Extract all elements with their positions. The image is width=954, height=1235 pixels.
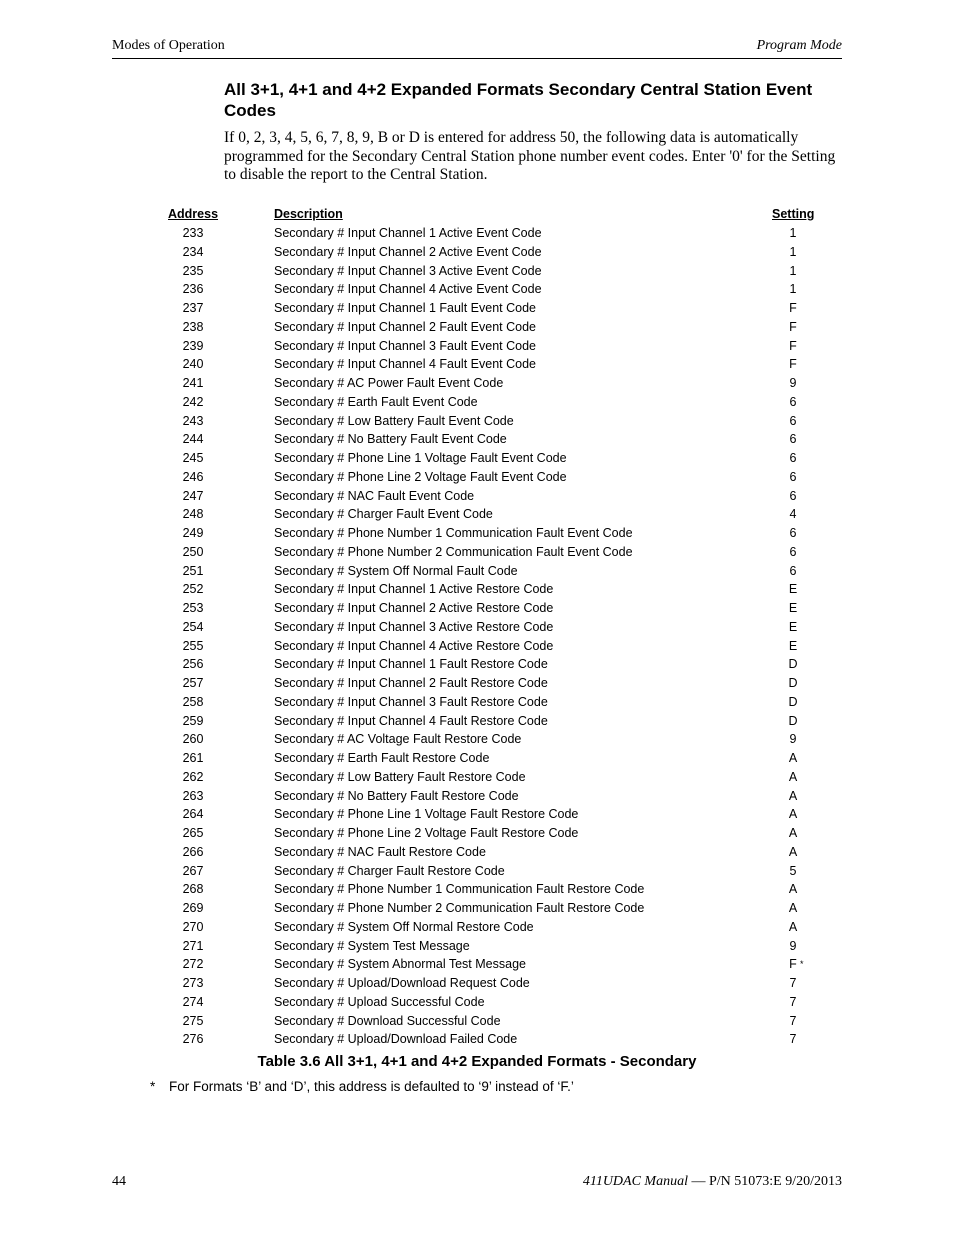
description-column-header: Description <box>274 207 343 221</box>
description-cell: Secondary # Upload/Download Request Code <box>274 976 530 990</box>
table-row <box>0 393 954 412</box>
address-cell: 261 <box>182 751 204 765</box>
table-row <box>0 580 954 599</box>
description-cell: Secondary # Phone Line 2 Voltage Fault Event Code <box>274 469 567 484</box>
address-cell: 265 <box>182 826 204 840</box>
table-row <box>0 449 954 468</box>
description-cell: Secondary # Input Channel 1 Active Restore Code <box>274 582 554 597</box>
description-cell: Secondary # Earth Fault Event Code <box>274 394 478 409</box>
table-row <box>0 562 954 581</box>
description-cell: Secondary # Phone Number 2 Communication Fault Restore Code <box>274 901 645 915</box>
setting-cell <box>770 864 816 878</box>
setting-cell <box>770 601 816 615</box>
setting-cell <box>770 789 816 803</box>
setting-value: 6 <box>789 488 797 503</box>
setting-cell <box>770 545 816 559</box>
description-cell: Secondary # Input Channel 3 Fault Restore Code <box>274 694 548 709</box>
setting-cell <box>770 339 816 353</box>
description-cell: Secondary # Earth Fault Restore Code <box>274 751 490 765</box>
address-column-header: Address <box>168 207 219 221</box>
table-row <box>0 374 954 393</box>
footnote-reference-mark: * <box>800 959 804 970</box>
table-row <box>0 524 954 543</box>
description-cell: Secondary # System Off Normal Fault Code <box>274 563 518 578</box>
description-cell: Secondary # System Off Normal Restore Code <box>274 919 534 934</box>
table-body <box>0 224 954 1049</box>
setting-value: A <box>788 919 798 934</box>
setting-value: E <box>788 619 798 634</box>
address-cell: 273 <box>182 976 204 990</box>
setting-value: D <box>788 713 798 728</box>
table-row <box>0 918 954 937</box>
table-row <box>0 224 954 243</box>
address-cell: 272 <box>182 957 204 972</box>
setting-cell <box>770 395 816 409</box>
address-cell: 250 <box>182 544 204 559</box>
setting-value: 9 <box>789 938 797 953</box>
description-cell: Secondary # Input Channel 3 Active Restore Code <box>274 619 554 634</box>
address-cell: 242 <box>182 394 204 409</box>
setting-cell <box>770 882 816 896</box>
address-cell: 266 <box>182 844 204 859</box>
description-cell: Secondary # Low Battery Fault Event Code <box>274 413 514 428</box>
address-cell: 245 <box>182 451 204 465</box>
address-cell: 248 <box>182 507 204 522</box>
table-row <box>0 280 954 299</box>
address-cell: 270 <box>182 919 204 934</box>
description-cell: Secondary # Input Channel 2 Active Event Code <box>274 244 542 259</box>
section-title: All 3+1, 4+1 and 4+2 Expanded Formats Secondary Central Station Event Codes <box>224 80 813 120</box>
address-cell: 274 <box>182 994 204 1009</box>
setting-cell <box>770 226 816 240</box>
setting-value: 7 <box>789 1013 797 1028</box>
table-row <box>0 843 954 862</box>
setting-value: A <box>788 882 798 897</box>
table-row <box>0 955 954 974</box>
setting-cell <box>770 826 816 840</box>
setting-cell <box>770 414 816 428</box>
table-row <box>0 805 954 824</box>
table-row <box>0 355 954 374</box>
setting-value: 7 <box>789 1032 797 1047</box>
page-number: 44 <box>112 1174 126 1189</box>
description-cell: Secondary # Phone Line 2 Voltage Fault Restore Code <box>274 826 579 840</box>
setting-cell <box>770 714 816 728</box>
setting-value: 6 <box>789 526 797 540</box>
setting-value: 5 <box>789 863 797 878</box>
description-cell: Secondary # NAC Fault Event Code <box>274 488 475 503</box>
setting-cell <box>770 245 816 259</box>
table-row <box>0 993 954 1012</box>
address-cell: 254 <box>182 619 204 634</box>
table-row <box>0 337 954 356</box>
address-cell: 263 <box>182 788 204 803</box>
setting-cell <box>770 901 816 915</box>
table-row <box>0 412 954 431</box>
setting-value: 9 <box>789 732 797 747</box>
description-cell: Secondary # Phone Line 1 Voltage Fault Restore Code <box>274 807 579 822</box>
setting-cell <box>770 957 816 971</box>
table-row <box>0 543 954 562</box>
table-caption: Table 3.6 All 3+1, 4+1 and 4+2 Expanded Formats - Secondary <box>257 1053 697 1070</box>
description-cell: Secondary # Input Channel 3 Active Event Code <box>274 263 542 278</box>
table-row <box>0 787 954 806</box>
table-row <box>0 730 954 749</box>
table-row <box>0 262 954 281</box>
description-cell: Secondary # Input Channel 1 Active Event Code <box>274 226 542 240</box>
setting-cell <box>770 526 816 540</box>
setting-cell <box>770 357 816 371</box>
address-cell: 262 <box>182 769 204 784</box>
address-cell: 267 <box>182 863 204 878</box>
setting-value: F <box>789 301 797 315</box>
setting-value: 1 <box>789 263 797 278</box>
setting-value: 6 <box>789 451 797 465</box>
setting-cell <box>770 657 816 671</box>
address-cell: 260 <box>182 732 204 747</box>
table-row <box>0 468 954 487</box>
manual-title: 411UDAC Manual <box>582 1174 688 1189</box>
footnote-text: For Formats ‘B’ and ‘D’, this address is defaulted to ‘9’ instead of ‘F.’ <box>169 1079 574 1094</box>
address-cell: 268 <box>182 882 204 897</box>
setting-cell <box>770 582 816 596</box>
setting-value: 6 <box>789 413 797 428</box>
description-cell: Secondary # Input Channel 4 Fault Event Code <box>274 357 536 372</box>
setting-value: E <box>788 601 798 615</box>
address-cell: 240 <box>182 357 204 372</box>
event-code-table <box>0 205 954 1049</box>
setting-cell <box>770 451 816 465</box>
table-row <box>0 655 954 674</box>
table-row <box>0 299 954 318</box>
setting-cell <box>770 1014 816 1028</box>
setting-value: A <box>788 788 798 803</box>
setting-cell <box>770 376 816 390</box>
setting-cell <box>770 564 816 578</box>
table-header-row <box>0 205 954 224</box>
setting-value: F <box>789 357 797 372</box>
setting-cell <box>770 639 816 653</box>
setting-cell <box>770 264 816 278</box>
setting-value: E <box>788 582 798 597</box>
setting-cell <box>770 320 816 334</box>
description-cell: Secondary # System Test Message <box>274 938 470 953</box>
address-cell: 236 <box>182 282 204 297</box>
setting-cell <box>770 1032 816 1046</box>
setting-value: 1 <box>789 244 797 259</box>
setting-value: 6 <box>789 544 797 559</box>
setting-cell <box>770 939 816 953</box>
setting-value: 6 <box>789 563 797 578</box>
description-cell: Secondary # Phone Number 2 Communication Fault Event Code <box>274 544 633 559</box>
setting-value: F <box>789 338 797 353</box>
address-cell: 246 <box>182 469 204 484</box>
description-cell: Secondary # Charger Fault Event Code <box>274 507 493 522</box>
table-row <box>0 618 954 637</box>
address-cell: 237 <box>182 301 204 315</box>
setting-cell <box>770 732 816 746</box>
header-rule <box>112 58 842 59</box>
setting-cell <box>770 470 816 484</box>
setting-cell <box>770 751 816 765</box>
description-cell: Secondary # Input Channel 2 Fault Event Code <box>274 319 536 334</box>
setting-cell <box>770 695 816 709</box>
address-cell: 249 <box>182 526 204 540</box>
setting-cell <box>770 807 816 821</box>
address-cell: 252 <box>182 582 204 597</box>
address-cell: 239 <box>182 338 204 353</box>
intro-paragraph: If 0, 2, 3, 4, 5, 6, 7, 8, 9, B or D is entered for address 50, the following data is automatically programmed for the Secondary Central Station phone number event codes. Enter '0' for the Setting to disable the report to the Central Station. <box>224 129 836 183</box>
description-cell: Secondary # Input Channel 4 Active Event Code <box>274 282 542 297</box>
table-row <box>0 599 954 618</box>
table-row <box>0 824 954 843</box>
address-cell: 256 <box>182 657 204 672</box>
address-cell: 244 <box>182 432 204 447</box>
part-number: — P/N 51073:E 9/20/2013 <box>687 1174 842 1189</box>
address-cell: 241 <box>182 376 204 390</box>
table-row <box>0 637 954 656</box>
description-cell: Secondary # NAC Fault Restore Code <box>274 844 486 859</box>
address-cell: 269 <box>182 901 204 915</box>
table-row <box>0 674 954 693</box>
description-cell: Secondary # Upload Successful Code <box>274 994 485 1009</box>
setting-value: F <box>789 957 797 972</box>
address-cell: 264 <box>182 807 204 822</box>
setting-cell <box>770 770 816 784</box>
table-row <box>0 693 954 712</box>
footnote-mark: * <box>150 1079 156 1094</box>
description-cell: Secondary # Download Successful Code <box>274 1013 501 1028</box>
address-cell: 235 <box>182 263 204 278</box>
table-row <box>0 749 954 768</box>
table-row <box>0 1030 954 1049</box>
setting-cell <box>770 845 816 859</box>
description-cell: Secondary # Input Channel 4 Fault Restore Code <box>274 713 548 728</box>
description-cell: Secondary # AC Voltage Fault Restore Code <box>274 732 522 747</box>
address-cell: 259 <box>182 713 204 728</box>
description-cell: Secondary # Phone Number 1 Communication Fault Event Code <box>274 526 633 540</box>
address-cell: 257 <box>182 676 204 690</box>
running-header-left: Modes of Operation <box>112 38 225 53</box>
setting-value: 6 <box>789 469 797 484</box>
setting-value: 6 <box>789 432 797 447</box>
table-row <box>0 974 954 993</box>
setting-value: A <box>788 807 798 822</box>
setting-cell <box>770 432 816 446</box>
setting-value: D <box>788 657 798 672</box>
description-cell: Secondary # Charger Fault Restore Code <box>274 863 505 878</box>
table-row <box>0 937 954 956</box>
setting-value: D <box>788 676 798 690</box>
description-cell: Secondary # AC Power Fault Event Code <box>274 376 504 390</box>
setting-value: D <box>788 694 798 709</box>
description-cell: Secondary # Low Battery Fault Restore Code <box>274 769 526 784</box>
description-cell: Secondary # Phone Line 1 Voltage Fault Event Code <box>274 451 567 465</box>
setting-value: E <box>788 638 798 653</box>
table-row <box>0 862 954 881</box>
setting-column-header: Setting <box>772 207 815 221</box>
setting-value: 9 <box>789 376 797 390</box>
address-cell: 255 <box>182 638 204 653</box>
address-cell: 271 <box>182 938 204 953</box>
setting-cell <box>770 507 816 521</box>
address-cell: 234 <box>182 244 204 259</box>
description-cell: Secondary # Input Channel 2 Fault Restore Code <box>274 676 548 690</box>
address-cell: 253 <box>182 601 204 615</box>
table-row <box>0 430 954 449</box>
setting-cell <box>770 301 816 315</box>
address-cell: 251 <box>182 563 204 578</box>
table-row <box>0 487 954 506</box>
table-row <box>0 1012 954 1031</box>
description-cell: Secondary # Input Channel 2 Active Restore Code <box>274 601 554 615</box>
table-row <box>0 712 954 731</box>
table-row <box>0 318 954 337</box>
table-row <box>0 768 954 787</box>
setting-cell <box>770 976 816 990</box>
description-cell: Secondary # System Abnormal Test Message <box>274 957 526 972</box>
address-cell: 258 <box>182 694 204 709</box>
setting-cell <box>770 920 816 934</box>
description-cell: Secondary # Phone Number 1 Communication Fault Restore Code <box>274 882 645 897</box>
setting-value: F <box>789 319 797 334</box>
setting-cell <box>770 489 816 503</box>
address-cell: 247 <box>182 488 204 503</box>
table-row <box>0 880 954 899</box>
footer-document-info <box>583 1174 842 1190</box>
description-cell: Secondary # Input Channel 4 Active Restore Code <box>274 638 554 653</box>
table-row <box>0 243 954 262</box>
description-cell: Secondary # Input Channel 1 Fault Restore Code <box>274 657 548 672</box>
address-cell: 238 <box>182 319 204 334</box>
description-cell: Secondary # Upload/Download Failed Code <box>274 1032 518 1047</box>
setting-value: A <box>788 769 798 784</box>
setting-value: 7 <box>789 994 797 1009</box>
setting-value: 6 <box>789 394 797 409</box>
address-cell: 276 <box>182 1032 204 1047</box>
description-cell: Secondary # No Battery Fault Restore Code <box>274 788 519 803</box>
setting-cell <box>770 620 816 634</box>
description-cell: Secondary # Input Channel 3 Fault Event Code <box>274 338 536 353</box>
running-header-right: Program Mode <box>756 38 842 53</box>
setting-value: 4 <box>789 507 797 522</box>
address-cell: 243 <box>182 413 204 428</box>
table-row <box>0 505 954 524</box>
description-cell: Secondary # Input Channel 1 Fault Event Code <box>274 301 536 315</box>
setting-value: 1 <box>789 226 797 240</box>
setting-value: A <box>788 901 798 915</box>
setting-cell <box>770 676 816 690</box>
setting-value: 7 <box>789 976 797 990</box>
setting-cell <box>770 995 816 1009</box>
setting-value: A <box>788 844 798 859</box>
description-cell: Secondary # No Battery Fault Event Code <box>274 432 507 447</box>
setting-value: A <box>788 751 798 765</box>
table-row <box>0 899 954 918</box>
setting-value: 1 <box>789 282 797 297</box>
address-cell: 233 <box>182 226 204 240</box>
address-cell: 275 <box>182 1013 204 1028</box>
setting-value: A <box>788 826 798 840</box>
setting-cell <box>770 282 816 296</box>
